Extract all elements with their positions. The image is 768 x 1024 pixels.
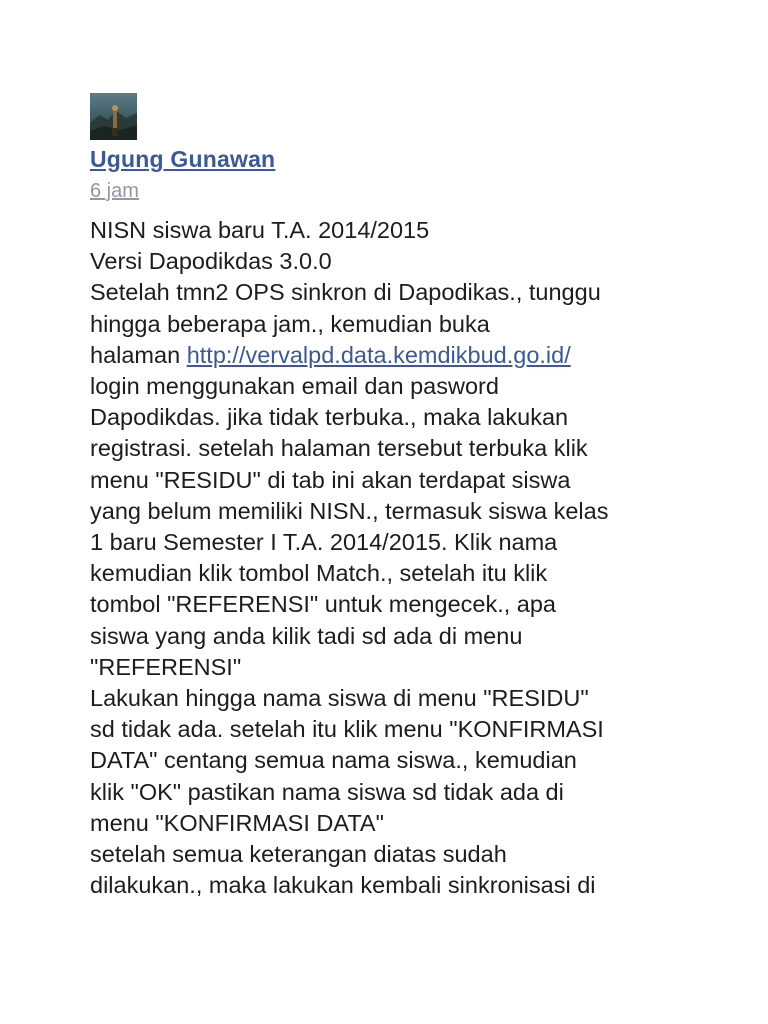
body-line: setelah semua keterangan diatas sudah [90,841,507,868]
body-line: DATA" centang semua nama siswa., kemudian [90,747,577,774]
body-line: menu "RESIDU" di tab ini akan terdapat siswa [90,466,571,493]
author-avatar[interactable] [90,93,137,140]
body-line: yang belum memiliki NISN., termasuk siswa kelas [90,497,609,524]
author-name-link[interactable]: Ugung Gunawan [90,146,276,172]
post-body [90,215,690,901]
body-line: menu "KONFIRMASI DATA" [90,809,384,836]
body-line: siswa yang anda kilik tadi sd ada di menu [90,622,523,649]
body-line: dilakukan., maka lakukan kembali sinkronisasi di [90,872,596,899]
link-prefix-text: halaman [90,341,187,368]
body-line: Lakukan hingga nama siswa di menu "RESIDU" [90,685,589,712]
body-line: "REFERENSI" [90,653,242,680]
body-line: Versi Dapodikdas 3.0.0 [90,248,332,275]
body-line: 1 baru Semester I T.A. 2014/2015. Klik nama [90,529,558,556]
body-line-with-link [90,340,690,371]
body-line: Setelah tmn2 OPS sinkron di Dapodikas., tunggu [90,279,601,306]
avatar-photo-icon [90,93,137,140]
body-line: hingga beberapa jam., kemudian buka [90,310,490,337]
body-line: NISN siswa baru T.A. 2014/2015 [90,217,430,243]
body-line: tombol "REFERENSI" untuk mengecek., apa [90,591,557,618]
post [90,93,690,901]
body-line: sd tidak ada. setelah itu klik menu "KONFIRMASI [90,716,604,743]
vervalpd-url-link[interactable]: http://vervalpd.data.kemdikbud.go.id/ [186,341,571,368]
body-line: klik "OK" pastikan nama siswa sd tidak ada di [90,778,564,805]
body-line: login menggunakan email dan pasword [90,373,499,400]
body-line: Dapodikdas. jika tidak terbuka., maka lakukan [90,404,569,431]
body-line: registrasi. setelah halaman tersebut terbuka klik [90,435,588,462]
body-line: kemudian klik tombol Match., setelah itu klik [90,560,548,587]
post-timestamp-link[interactable]: 6 jam [90,180,139,202]
